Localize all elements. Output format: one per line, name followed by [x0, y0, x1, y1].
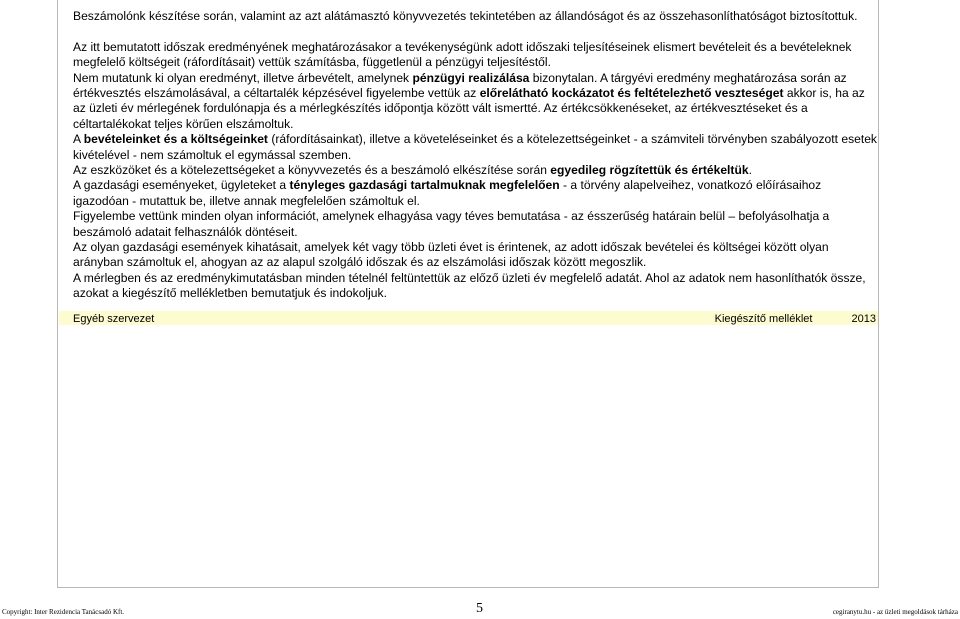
paragraph: Az eszközöket és a kötelezettségeket a könyvvezetés és a beszámoló elkészítése során egyedileg rögzítettük és értékeltük. [73, 163, 752, 178]
emphasis: bevételeinket és a költségeinket [83, 132, 268, 147]
organization-type: Egyéb szervezet [73, 313, 155, 325]
emphasis: pénzügyi realizálása [412, 70, 530, 85]
emphasis: tényleges gazdasági tartalmuknak megfelelően [289, 178, 560, 193]
section-band-row [73, 312, 876, 326]
paragraph: Beszámolónk készítése során, valamint az azt alátámasztó könyvvezetés tekintetében az állandóságot és az összehasonlíthatóságot biztosítottuk. [73, 9, 858, 23]
page-number: 5 [476, 601, 483, 616]
paragraph: Az itt bemutatott időszak eredményének meghatározásakor a tevékenységünk adott időszaki teljesítéseinek elismert bevételeit és a bevételeknek megfelelő költségeit (ráfordításait) vettük számításba, függetlenül a pénzügyi teljesítéstől. [73, 39, 852, 70]
paragraph: A mérlegben és az eredménykimutatásban minden tételnél feltüntettük az előző üzleti év megfelelő adatát. Ahol az adatok nem hasonlíthatók össze, azokat a kiegészítő mellékletben bemutatjuk és indokoljuk. [73, 270, 866, 301]
report-year: 2013 [851, 313, 876, 325]
paragraph: Figyelembe vettünk minden olyan információt, amelynek elhagyása vagy téves bemutatása - az ésszerűség határain belül – befolyásolhatja a beszámoló adatait felhasználók döntéseit. [73, 209, 830, 239]
emphasis: előrelátható kockázatot és feltételezhető veszteséget [479, 86, 784, 101]
document-type: Kiegészítő melléklet [714, 313, 813, 325]
paragraph: A bevételeinket és a költségeinket (ráfordításainkat), illetve a követeléseinket és a kötelezettségeinket - a számviteli törvényben szabályozott esetek kivételével - nem számoltuk el egymással szemben. [73, 132, 877, 162]
paragraph: Az olyan gazdasági események kihatásait, amelyek két vagy több üzleti évet is érintenek, az adott időszak bevételei és költségei között olyan arányban számoltuk el, ahogyan az az alapul szolgáló időszak és az elszámolási időszak között megoszlik. [73, 240, 829, 270]
document-body [73, 9, 878, 302]
paragraph: A gazdasági eseményeket, ügyleteket a tényleges gazdasági tartalmuknak megfelelően - a törvény alapelveihez, vonatkozó előírásaihoz igazodóan - mutattuk be, illetve annak megfelelően számoltuk el. [73, 178, 822, 208]
paragraph: Nem mutatunk ki olyan eredményt, illetve árbevételt, amelynek pénzügyi realizálása bizonytalan. A tárgyévi eredmény meghatározása során az értékvesztés elszámolásával, a céltartalék képzésével figyelembe vettük az előrelátható kockázatot és feltételezhető veszteséget akkor is, ha az az üzleti év mérlegének fordulónapja és a mérlegkészítés időpontja között vált ismertté. Az értékcsökkenéseket, az értékvesztéseket és a céltartalékokat teljes körűen elszámoltuk. [73, 70, 865, 131]
emphasis: egyedileg rögzítettük és értékeltük [550, 163, 749, 178]
footer-copyright: Copyright: Inter Rezidencia Tanácsadó Kft. [2, 608, 125, 616]
footer-site: cegiranytu.hu - az üzleti megoldások tárháza [832, 608, 958, 616]
